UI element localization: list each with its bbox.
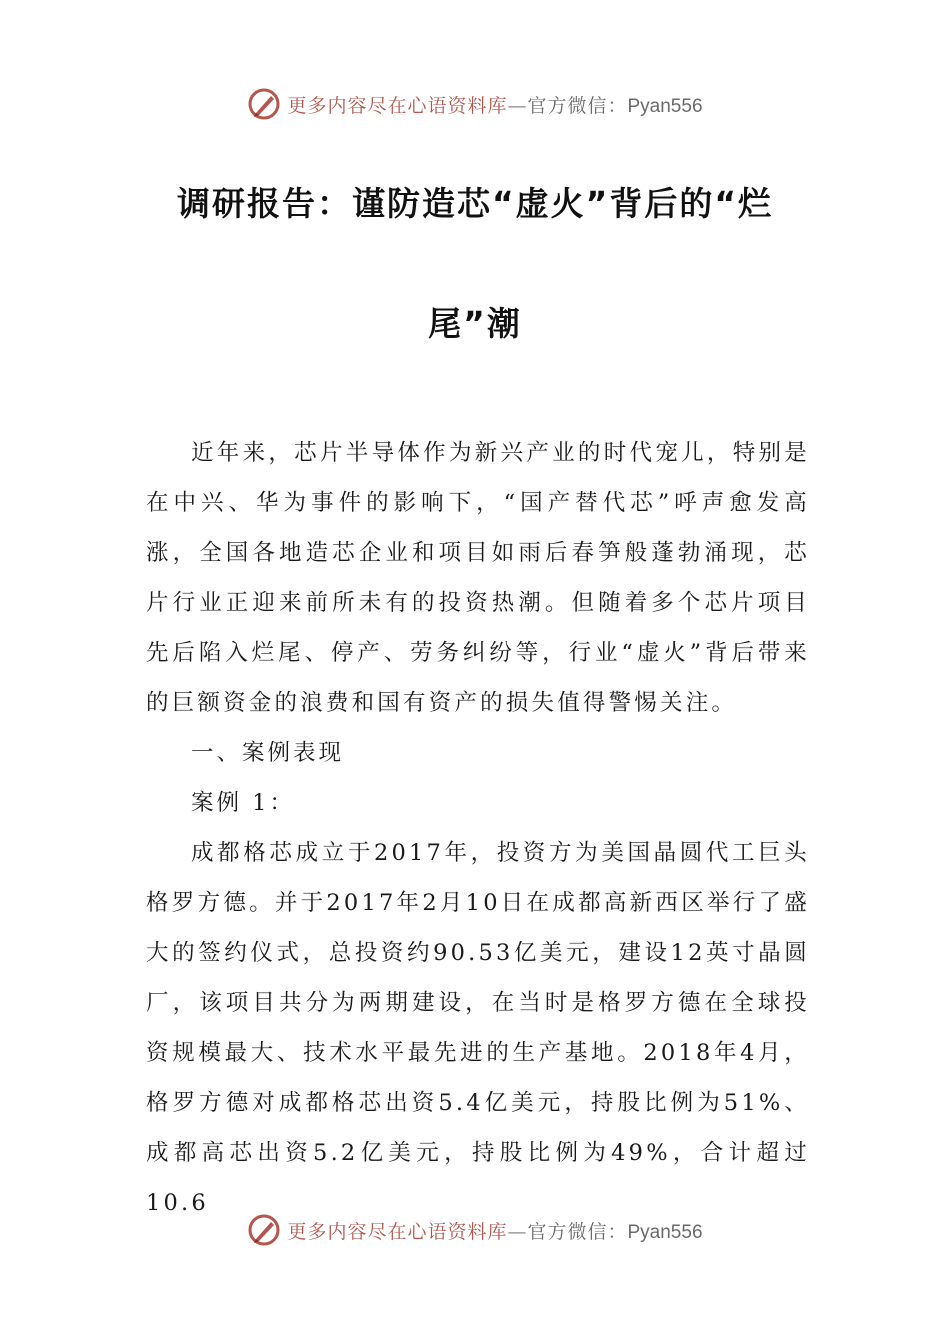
header-banner <box>0 84 950 124</box>
banner-text: 更多内容尽在心语资料库—官方微信：Pyan556 <box>287 1220 703 1243</box>
footer-banner <box>0 1210 950 1250</box>
case-paragraph: 成都格芯成立于2017年，投资方为美国晶圆代工巨头格罗方德。并于2017年2月10日在成都高新西区举行了盛大的签约仪式，总投资约90.53亿美元，建设12英寸晶圆厂，该项目共分为两期建设，在当时是格罗方德在全球投资规模最大、技术水平最先进的生产基地。2018年4月，格罗方德对成都格芯出资5.4亿美元，持股比例为51%、成都高芯出资5.2亿美元，持股比例为49%，合计超过10.6 <box>146 840 810 1216</box>
pen-logo-icon <box>247 1213 281 1247</box>
case-heading: 案例 1： <box>191 790 295 816</box>
pen-logo-icon <box>247 87 281 121</box>
document-body <box>146 428 810 1228</box>
banner-text: 更多内容尽在心语资料库—官方微信：Pyan556 <box>287 94 703 117</box>
page-title-line-1: 调研报告：谨防造芯“虚火”背后的“烂 <box>176 184 774 223</box>
intro-paragraph: 近年来，芯片半导体作为新兴产业的时代宠儿，特别是在中兴、华为事件的影响下，“国产替代芯”呼声愈发高涨，全国各地造芯企业和项目如雨后春笋般蓬勃涌现，芯片行业正迎来前所未有的投资热潮。但随着多个芯片项目先后陷入烂尾、停产、劳务纠纷等，行业“虚火”背后带来的巨额资金的浪费和国有资产的损失值得警惕关注。 <box>146 440 810 716</box>
section-heading: 一、案例表现 <box>191 740 345 766</box>
page-title-line-2: 尾”潮 <box>428 304 522 343</box>
